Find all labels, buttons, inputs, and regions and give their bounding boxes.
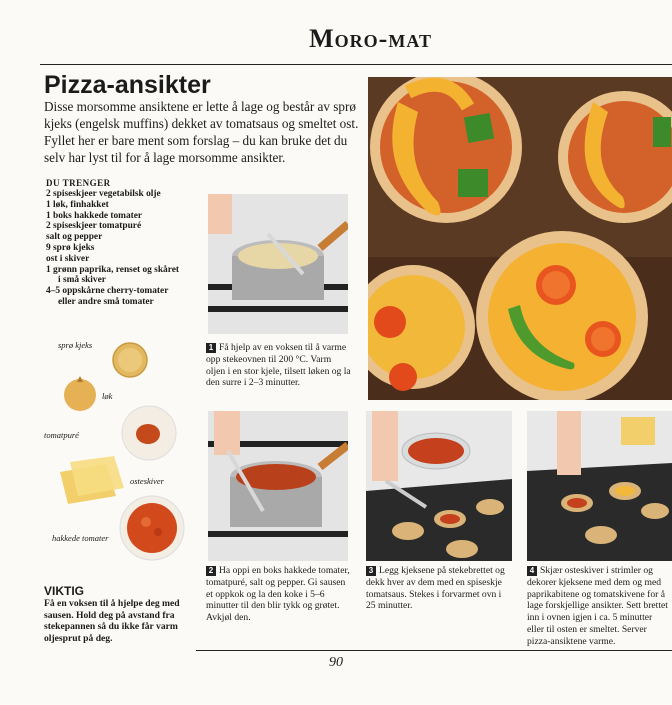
label-tomater: hakkede tomater xyxy=(52,533,109,543)
chapter-title: Moro-mat xyxy=(309,24,432,53)
step1-text: Få hjelp av en voksen til å varme opp stekeovnen til 200 °C. Varm oljen i en stor kjele, tilsett løken og la den surre i 2–3 minutter. xyxy=(206,342,351,389)
step2-photo xyxy=(208,411,348,561)
pizza-faces-photo xyxy=(368,77,672,400)
ingredients-list xyxy=(46,189,206,308)
ingredient-item: i små skiver xyxy=(58,275,106,286)
step4-number: 4 xyxy=(527,566,537,576)
ingredient-item: 1 grønn paprika, renset og skåret xyxy=(46,264,179,275)
step3 xyxy=(366,565,510,612)
step2-number: 2 xyxy=(206,566,216,576)
step2-text: Ha oppi en boks hakkede tomater, tomatpuré, salt og pepper. Gi sausen et oppkok og la den koke i 5–6 minutter til den blir tykk og grøtet. Avkjøl den. xyxy=(206,565,350,624)
step1-number: 1 xyxy=(206,343,216,353)
ingredient-item: 4–5 oppskårne cherry-tomater xyxy=(46,286,169,297)
ingredient-item: 2 spiseskjeer tomatpuré xyxy=(46,221,142,232)
step1 xyxy=(206,342,352,389)
step4-text: Skjær osteskiver i strimler og dekorer kjeksene med dem og med paprikabitene og tomatskivene for å lage forskjellige ansikter. Sett brettet inn i ovnen igjen i ca. 5 minutter eller til osten er smeltet. Server pizza-ansiktene varme. xyxy=(527,565,668,647)
ingredient-item: ost i skiver xyxy=(46,253,90,264)
header-rule xyxy=(40,64,672,65)
footer-rule xyxy=(196,650,672,651)
viktig-heading: VIKTIG xyxy=(44,584,85,598)
step4-photo xyxy=(527,411,672,561)
recipe-title: Pizza-ansikter xyxy=(44,71,211,99)
ingredient-item: 9 sprø kjeks xyxy=(46,242,95,253)
ingredient-item: salt og pepper xyxy=(46,232,103,243)
ingredient-item: 1 løk, finhakket xyxy=(46,199,109,210)
label-lok: løk xyxy=(102,391,113,401)
ingredient-item: 2 spiseskjeer vegetabilsk olje xyxy=(46,189,161,199)
step3-text: Legg kjeksene på stekebrettet og dekk hver av dem med en spiseskje tomatsaus. Stekes i forvarmet ovn i 25 minutter. xyxy=(366,565,505,612)
ingredients-heading: DU TRENGER xyxy=(46,178,111,188)
ingredient-item: eller andre små tomater xyxy=(58,296,154,307)
crackers-image xyxy=(110,340,150,380)
tomato-puree-image xyxy=(120,404,178,462)
onion-image xyxy=(60,372,100,414)
step3-photo xyxy=(366,411,512,561)
viktig-text: Få en voksen til å hjelpe deg med sausen. Hold deg på avstand fra stekepannen så du ikke får varm oljesprut på deg. xyxy=(44,598,180,644)
label-ost: osteskiver xyxy=(130,476,164,486)
step4 xyxy=(527,565,669,648)
step2 xyxy=(206,565,352,624)
step1-photo xyxy=(208,194,348,334)
page-number: 90 xyxy=(329,655,343,670)
chopped-tomatoes-image xyxy=(118,494,186,562)
label-kjeks: sprø kjeks xyxy=(58,340,93,350)
step3-number: 3 xyxy=(366,566,376,576)
recipe-intro: Disse morsomme ansiktene er lette å lage og består av sprø kjeks (engelsk muffins) dekket av tomatsaus og smeltet ost. Fyllet her er bare ment som forslag – du kan bruke det du selv har lyst til for å lage morsomme ansikter. xyxy=(44,99,359,165)
ingredient-item: 1 boks hakkede tomater xyxy=(46,210,143,221)
label-pure: tomatpuré xyxy=(44,430,79,440)
